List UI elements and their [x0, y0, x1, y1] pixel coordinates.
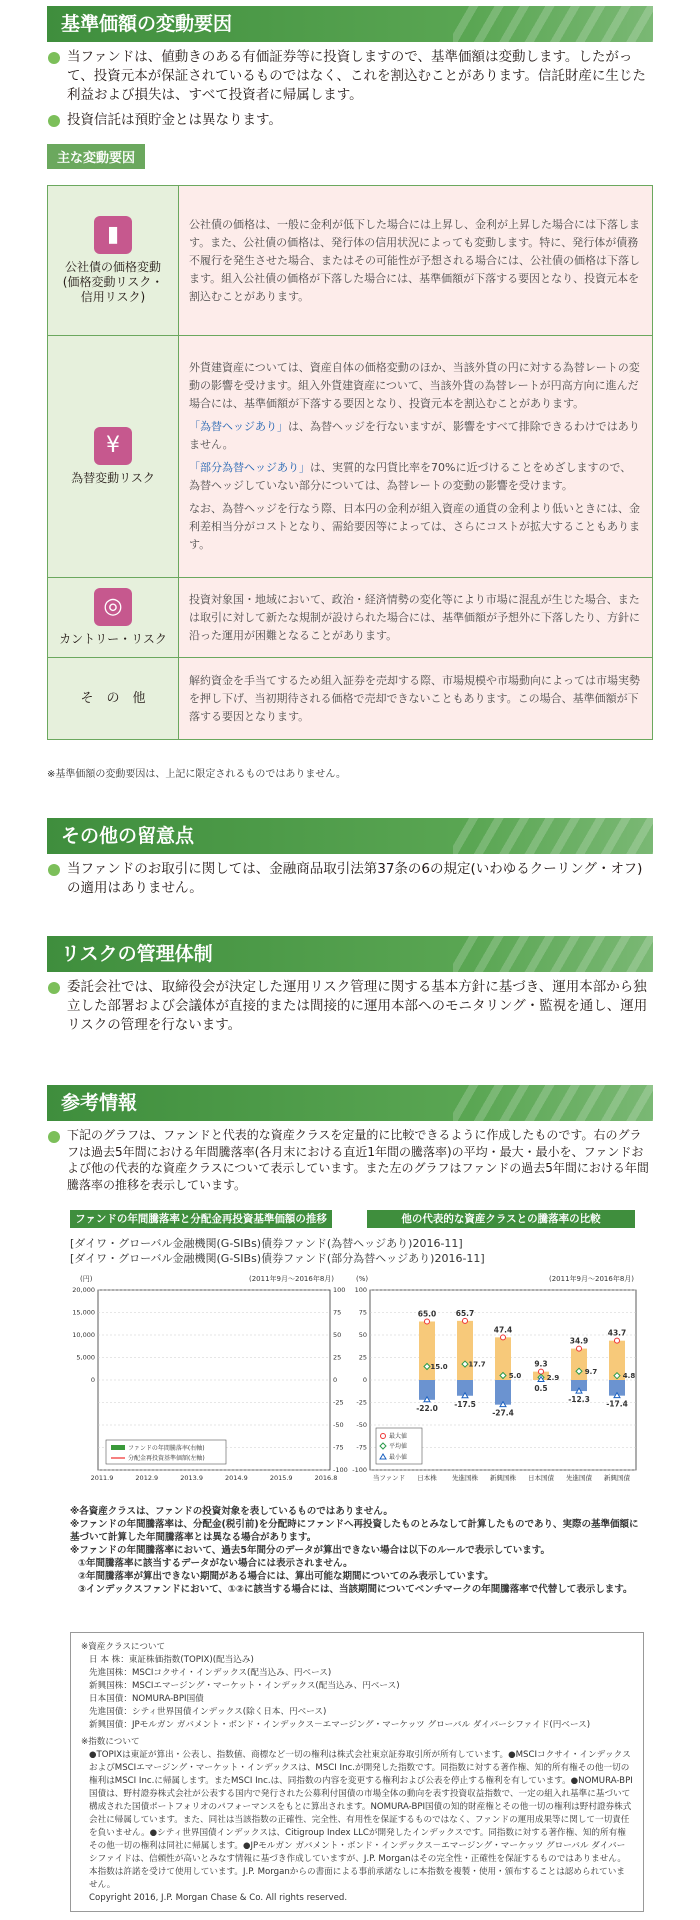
min-data-label: -17.4	[606, 1399, 628, 1409]
max-marker	[615, 1338, 620, 1343]
min-data-label: -22.0	[416, 1403, 438, 1413]
y-left-tick-label: 0	[90, 1376, 95, 1384]
risk-label: そ の 他	[48, 658, 179, 740]
y-tick-label: -75	[356, 1443, 367, 1452]
section-title: リスクの管理体制	[47, 936, 653, 972]
risk-text: 解約資金を手当てするため組入証券を売却する際、市場規模や市場動向によっては市場実勢を押し下げ、当初期待される価格で売却できないこともあります。この場合、基準価額が下落する要因となります。	[179, 658, 653, 740]
y-tick-label: 0	[362, 1376, 367, 1384]
y-right-tick-label: -25	[333, 1398, 344, 1407]
chart-notes	[70, 1505, 648, 1596]
legend-label: 分配金再投資基準価額(左軸)	[128, 1455, 205, 1462]
box-row: 日 本 株：東証株価指数(TOPIX)(配当込み)	[89, 1655, 254, 1665]
partial-hedge-label: 「部分為替ヘッジあり」	[189, 461, 310, 474]
section-title: 基準価額の変動要因	[47, 6, 653, 42]
x-tick-label: 新興国債	[604, 1474, 630, 1482]
y-left-tick-label: 10,000	[72, 1331, 95, 1339]
table-row	[48, 578, 653, 658]
risk-label: (価格変動リスク・	[62, 275, 164, 289]
max-marker	[501, 1335, 506, 1340]
x-tick-label: 先進国株	[452, 1474, 478, 1482]
footnote: ※基準価額の変動要因は、上記に限定されるものではありません。	[47, 769, 346, 780]
y-tick-label: -25	[356, 1398, 367, 1407]
period-label: (2011年9月～2016年8月)	[249, 1275, 334, 1283]
y-left-tick-label: 5,000	[76, 1353, 95, 1362]
risk-label: 信用リスク)	[80, 290, 146, 304]
min-data-label: 0.5	[534, 1384, 548, 1393]
max-data-label: 34.9	[569, 1336, 589, 1346]
avg-data-label: 5.0	[508, 1372, 522, 1380]
risk-text: 公社債の価格は、一般に金利が低下した場合には上昇し、金利が上昇した場合には下落します。また、公社債の価格は、発行体の信用状況によっても変動します。特に、発行体が債務不履行を発生させた場合、またはその可能性が予想される場合には、公社債の価格は下落します。組入公社債の価格が下落した場合には、基準価額が下落する要因となり、投資元本を割込むことがあります。	[179, 186, 653, 336]
note-line: ※ファンドの年間騰落率において、過去5年間分のデータが算出できない場合は以下のルールで表示しています。	[70, 1545, 551, 1556]
x-tick-label: 2012.9	[135, 1474, 159, 1482]
section-title: その他の留意点	[47, 818, 653, 854]
box-row: 先進国債：シティ世界国債インデックス(除く日本、円ベース)	[89, 1707, 327, 1717]
x-tick-label: 2013.9	[180, 1474, 203, 1482]
risk-text: は、為替ヘッジを行ないますが、影響をすべて排除できるわけではありません。	[189, 420, 640, 451]
risk-table	[47, 185, 653, 740]
legend-label: ファンドの年間騰落率(右軸)	[128, 1445, 205, 1452]
y-tick-label: 75	[358, 1308, 367, 1317]
avg-data-label: 2.9	[546, 1373, 560, 1382]
y-unit: (%)	[356, 1275, 369, 1283]
max-marker	[539, 1369, 544, 1374]
y-left-unit: (円)	[80, 1275, 93, 1283]
y-right-tick-label: 75	[333, 1308, 342, 1317]
avg-data-label: 17.7	[468, 1360, 486, 1369]
table-row	[48, 336, 653, 578]
risk-label: 公社債の価格変動	[64, 260, 161, 274]
table-row	[48, 186, 653, 336]
legend-label: 平均値	[389, 1443, 408, 1450]
note-line: ①年間騰落率に該当するデータがない場合には表示されません。	[78, 1558, 353, 1569]
x-tick-label: 2014.9	[225, 1474, 248, 1482]
fund-name: [ダイワ・グローバル金融機関(G-SIBs)債券ファンド(為替ヘッジあり)2016-11]	[70, 1237, 463, 1250]
bullet-text: 投資信託は預貯金とは異なります。	[47, 111, 653, 130]
box-row: 日本国債：NOMURA-BPI国債	[89, 1694, 204, 1704]
bullet-text: 下記のグラフは、ファンドと代表的な資産クラスを定量的に比較できるように作成したものです。右のグラフは過去5年間における年間騰落率(各月末における直近1年間の騰落率)の平均・最大・最小を、ファンドおよび他の代表的な資産クラスについて表示しています。また左のグラフはファンドの過去5年間における年間騰落率の推移を表示しています。	[47, 1127, 653, 1193]
period-label: (2011年9月～2016年8月)	[549, 1275, 634, 1283]
max-marker	[463, 1318, 468, 1323]
max-data-label: 65.7	[455, 1308, 475, 1318]
max-marker	[577, 1346, 582, 1351]
y-right-tick-label: 100	[333, 1286, 346, 1294]
x-tick-label: 日本株	[417, 1474, 437, 1482]
section-risk-management	[47, 936, 653, 1035]
globe-icon: ◎	[94, 588, 132, 626]
section-nav-factors	[47, 6, 653, 169]
risk-text: なお、為替ヘッジを行なう際、日本円の金利が組入資産の通貨の金利より低いときには、金利差相当分がコストとなり、需給要因等によっては、さらにコストが拡大することもあります。	[189, 502, 640, 551]
box-heading: ※指数について	[81, 1737, 140, 1747]
y-right-tick-label: -75	[333, 1443, 344, 1452]
risk-label-cell	[48, 578, 179, 658]
risk-text: 投資対象国・地域において、政治・経済情勢の変化等により市場に混乱が生じた場合、または取引に対して新たな規制が設けられた場合には、基準価額が予想外に下落したり、方針に沿った運用が困難となることがあります。	[179, 578, 653, 658]
y-left-tick-label: 15,000	[72, 1308, 95, 1317]
left-chart-title: ファンドの年間騰落率と分配金再投資基準価額の推移	[70, 1210, 332, 1228]
y-tick-label: -100	[352, 1466, 367, 1474]
fund-name: [ダイワ・グローバル金融機関(G-SIBs)債券ファンド(部分為替ヘッジあり)2016-11]	[70, 1252, 485, 1265]
x-tick-label: 日本国債	[528, 1474, 554, 1482]
y-left-tick-label: 20,000	[72, 1286, 95, 1294]
section-other-notes	[47, 818, 653, 898]
currency-exchange-icon: ¥	[94, 427, 132, 465]
risk-label-cell	[48, 336, 179, 578]
note-line: ③インデックスファンドにおいて、①②に該当する場合には、当該期間についてベンチマークの年間騰落率で代替して表示します。	[78, 1584, 633, 1595]
avg-data-label: 15.0	[430, 1363, 448, 1371]
legend-label: 最小値	[389, 1454, 408, 1461]
max-data-label: 43.7	[607, 1328, 627, 1338]
note-line: ※各資産クラスは、ファンドの投資対象を表しているものではありません。	[70, 1506, 393, 1517]
box-row: 先進国株：MSCIコクサイ・インデックス(配当込み、円ベース)	[89, 1668, 332, 1678]
avg-data-label: 4.8	[622, 1372, 636, 1381]
bar-positive	[457, 1321, 473, 1380]
y-tick-label: 100	[354, 1286, 367, 1294]
section-title: 参考情報	[47, 1085, 653, 1121]
risk-text: は、実質的な円貨比率を70%に近づけることをめざしますので、為替ヘッジしていない部分については、為替レートの変動の影響を受けます。	[189, 461, 632, 492]
y-tick-label: 50	[358, 1331, 367, 1339]
y-tick-label: -50	[356, 1421, 367, 1429]
box-row: 新興国債：JPモルガン ガバメント・ボンド・インデックス－エマージング・マーケッツ グローバル ダイバーシファイド(円ベース)	[89, 1720, 591, 1730]
fund-annual-return-chart	[62, 1272, 352, 1497]
x-tick-label: 新興国株	[490, 1474, 516, 1482]
risk-label: カントリー・リスク	[59, 632, 167, 646]
y-right-tick-label: 0	[333, 1376, 338, 1384]
risk-text: 外貨建資産については、資産自体の価格変動のほか、当該外貨の円に対する為替レートの変動の影響を受けます。組入外貨建資産について、当該外貨の為替レートが円高方向に進んだ場合には、基準価額が下落する要因となり、投資元本を割込むことがあります。	[189, 361, 640, 410]
bullet-text: 当ファンドは、値動きのある有価証券等に投資しますので、基準価額は変動します。したがって、投資元本が保証されているものではなく、これを割込むことがあります。信託財産に生じた利益および損失は、すべて投資者に帰属します。	[47, 48, 653, 105]
box-copyright: Copyright 2016, J.P. Morgan Chase & Co. All rights reserved.	[89, 1893, 348, 1903]
y-right-tick-label: 25	[333, 1353, 342, 1362]
min-data-label: -17.5	[454, 1399, 476, 1409]
bullet-text: 委託会社では、取締役会が決定した運用リスク管理に関する基本方針に基づき、運用本部から独立した部署および会議体が直接的または間接的に運用本部へのモニタリング・監視を通し、運用リスクの管理を行ないます。	[47, 978, 653, 1035]
section-reference-info	[47, 1085, 653, 1193]
max-marker	[425, 1319, 430, 1324]
subsection-label: 主な変動要因	[47, 144, 145, 169]
note-line: ※ファンドの年間騰落率は、分配金(税引前)を分配時にファンドへ再投資したものとみなして計算したものであり、実際の基準価額に基づいて計算した年間騰落率とは異なる場合があります。	[70, 1519, 639, 1543]
min-data-label: -27.4	[492, 1408, 514, 1418]
y-right-tick-label: 50	[333, 1331, 342, 1339]
y-tick-label: 25	[358, 1353, 367, 1362]
box-row: 新興国株：MSCIエマージング・マーケット・インデックス(配当込み、円ベース)	[89, 1681, 400, 1691]
legend-label: 最大値	[389, 1433, 408, 1440]
index-notes-box	[70, 1632, 644, 1912]
note-line: ②年間騰落率が算出できない期間がある場合には、算出可能な期間についてのみ表示しています。	[78, 1571, 494, 1582]
max-data-label: 65.0	[417, 1309, 437, 1319]
bullet-text: 当ファンドのお取引に関しては、金融商品取引法第37条の6の規定(いわゆるクーリング・オフ)の適用はありません。	[47, 860, 653, 898]
x-tick-label: 当ファンド	[372, 1474, 406, 1482]
risk-text-cell	[179, 336, 653, 578]
x-tick-label: 2016.8	[314, 1474, 338, 1482]
table-row	[48, 658, 653, 740]
hedge-label: 「為替ヘッジあり」	[189, 420, 288, 433]
right-chart-title: 他の代表的な資産クラスとの騰落率の比較	[367, 1210, 635, 1228]
x-tick-label: 2015.9	[269, 1474, 293, 1482]
legend-swatch-return	[111, 1445, 125, 1450]
min-data-label: -12.3	[568, 1395, 590, 1405]
box-heading: ※資産クラスについて	[81, 1642, 166, 1652]
y-right-tick-label: -50	[333, 1421, 344, 1429]
box-body: ●TOPIXは東証が算出・公表し、指数値、商標など一切の権利は株式会社東京証券取引所が所有しています。●MSCIコクサイ・インデックスおよびMSCIエマージング・マーケット・インデックスは、MSCI Inc.が開発した指数です。同指数に対する著作権、知的所有権その他一切の権利はMSCI Inc.に帰属します。またMSCI Inc.は、同指数の内容を変更する権利および公表を停止する権利を有しています。●NOMURA-BPI国債は、野村證券株式会社が公表する国内で発行された公募利付国債の市場全体の動向を表す投資収益指数で、一定の組入れ基準に基づいて構成された国債ポートフォリオのパフォーマンスをもとに算出されます。NOMURA-BPI国債の知的財産権とその他一切の権利は野村證券株式会社に帰属しています。また、同社は当該指数の正確性、完全性、有用性を保証するものではなく、ファンドの運用成果等に関して一切責任を負いません。●シティ世界国債インデックスは、Citigroup Index LLCが開発したインデックスです。同指数に対する著作権、知的所有権その他一切の権利は同社に帰属します。●JPモルガン ガバメント・ボンド・インデックス－エマージング・マーケッツ グローバル ダイバーシファイドは、信頼性が高いとみなす情報に基づき作成していますが、J.P. Morganはその完全性・正確性を保証するものではありません。本指数は許諾を受けて使用しています。J.P. Morganからの書面による事前承諾なしに本指数を複製・使用・頒布することは認められていません。	[89, 1750, 633, 1890]
y-right-tick-label: -100	[333, 1466, 348, 1474]
avg-data-label: 9.7	[584, 1367, 598, 1376]
asset-class-comparison-chart	[352, 1272, 648, 1497]
x-tick-label: 先進国債	[566, 1474, 592, 1482]
risk-label: 為替変動リスク	[71, 471, 155, 485]
max-data-label: 47.4	[493, 1325, 513, 1335]
risk-label-cell	[48, 186, 179, 336]
x-tick-label: 2011.9	[90, 1474, 114, 1482]
bar-positive	[419, 1322, 435, 1381]
bond-chart-icon: ▮	[94, 216, 132, 254]
max-data-label: 9.3	[534, 1359, 548, 1369]
